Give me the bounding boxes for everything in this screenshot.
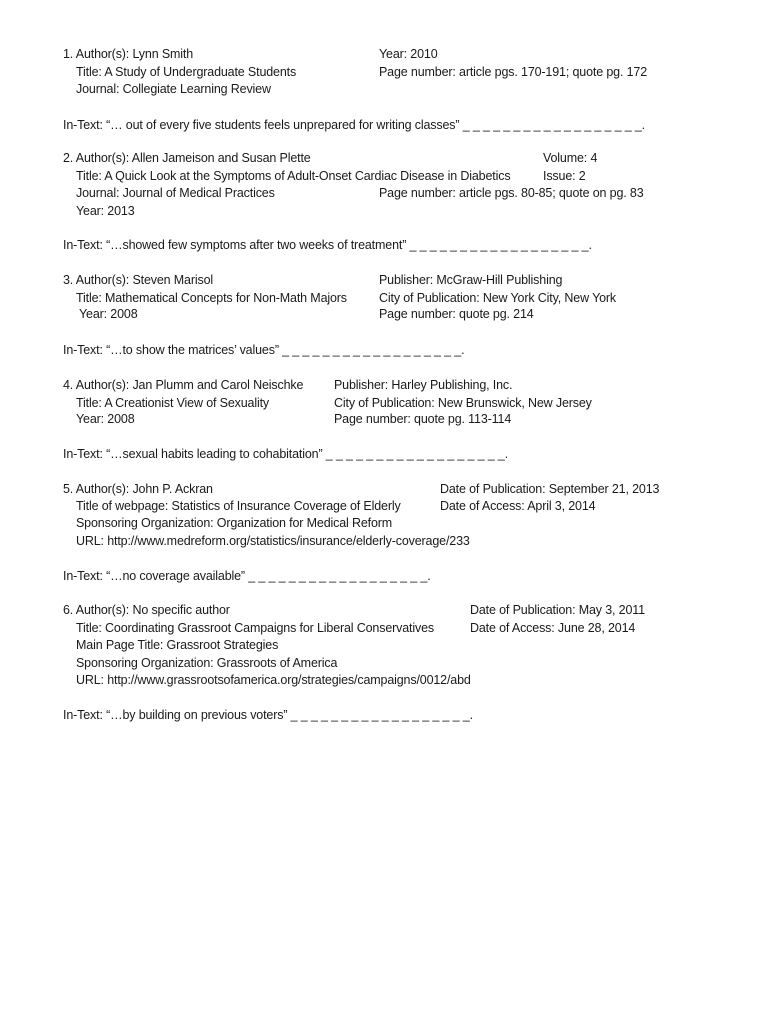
entry-6-sponsoring-organization: Sponsoring Organization: Grassroots of America	[76, 656, 338, 670]
entry-4-title: Title: A Creationist View of Sexuality	[76, 396, 270, 410]
entry-2-volume: Volume: 4	[543, 151, 598, 165]
entry-1-author: 1. Author(s): Lynn Smith	[63, 47, 194, 61]
entry-4-year: Year: 2008	[76, 412, 135, 426]
entry-3-author: 3. Author(s): Steven Marisol	[63, 273, 214, 287]
entry-1-in-text: In-Text: “… out of every five students feels unprepared for writing classes” _ _ _ _ _ _ _ _ _ _ _ _ _ _ _ _ _ _.	[63, 118, 645, 132]
entry-4-in-text: In-Text: “…sexual habits leading to cohabitation” _ _ _ _ _ _ _ _ _ _ _ _ _ _ _ _ _ _.	[63, 447, 509, 461]
entry-3-city: City of Publication: New York City, New York	[379, 291, 617, 305]
entry-6-date-of-publication: Date of Publication: May 3, 2011	[470, 603, 645, 617]
entry-4-page-number: Page number: quote pg. 113-114	[334, 412, 512, 426]
entry-2-title: Title: A Quick Look at the Symptoms of Adult-Onset Cardiac Disease in Diabetics	[76, 169, 511, 183]
entry-2-issue: Issue: 2	[543, 169, 586, 183]
entry-2-author: 2. Author(s): Allen Jameison and Susan Plette	[63, 151, 311, 165]
entry-3-page-number: Page number: quote pg. 214	[379, 307, 534, 321]
entry-6-author: 6. Author(s): No specific author	[63, 603, 230, 617]
entry-4-city: City of Publication: New Brunswick, New Jersey	[334, 396, 592, 410]
entry-6-in-text: In-Text: “…by building on previous voters” _ _ _ _ _ _ _ _ _ _ _ _ _ _ _ _ _ _.	[63, 708, 473, 722]
entry-1-year: Year: 2010	[379, 47, 438, 61]
entry-5-author: 5. Author(s): John P. Ackran	[63, 482, 213, 496]
entry-5-url: URL: http://www.medreform.org/statistics/insurance/elderly-coverage/233	[76, 534, 470, 548]
entry-3-title: Title: Mathematical Concepts for Non-Math Majors	[76, 291, 347, 305]
entry-1-page-number: Page number: article pgs. 170-191; quote pg. 172	[379, 65, 647, 79]
entry-2-journal: Journal: Journal of Medical Practices	[76, 186, 275, 200]
entry-2-page-number: Page number: article pgs. 80-85; quote on pg. 83	[379, 186, 644, 200]
entry-6-date-of-access: Date of Access: June 28, 2014	[470, 621, 636, 635]
entry-5-date-of-publication: Date of Publication: September 21, 2013	[440, 482, 660, 496]
entry-2-in-text: In-Text: “…showed few symptoms after two weeks of treatment” _ _ _ _ _ _ _ _ _ _ _ _ _ _ _ _ _ _.	[63, 238, 592, 252]
entry-3-in-text: In-Text: “…to show the matrices’ values” _ _ _ _ _ _ _ _ _ _ _ _ _ _ _ _ _ _.	[63, 343, 465, 357]
entry-5-in-text: In-Text: “…no coverage available” _ _ _ _ _ _ _ _ _ _ _ _ _ _ _ _ _ _.	[63, 569, 431, 583]
entry-5-webpage-title: Title of webpage: Statistics of Insurance Coverage of Elderly	[76, 499, 401, 513]
entry-1-journal: Journal: Collegiate Learning Review	[76, 82, 271, 96]
entry-6-title: Title: Coordinating Grassroot Campaigns for Liberal Conservatives	[76, 621, 435, 635]
entry-4-author: 4. Author(s): Jan Plumm and Carol Neischke	[63, 378, 304, 392]
entry-6-url: URL: http://www.grassrootsofamerica.org/strategies/campaigns/0012/abd	[76, 673, 471, 687]
entry-4-publisher: Publisher: Harley Publishing, Inc.	[334, 378, 513, 392]
entry-3-publisher: Publisher: McGraw-Hill Publishing	[379, 273, 563, 287]
entry-2-year: Year: 2013	[76, 204, 135, 218]
entry-1-title: Title: A Study of Undergraduate Students	[76, 65, 297, 79]
entry-3-year: Year: 2008	[79, 307, 138, 321]
entry-5-sponsoring-organization: Sponsoring Organization: Organization for Medical Reform	[76, 516, 393, 530]
entry-6-main-page-title: Main Page Title: Grassroot Strategies	[76, 638, 279, 652]
entry-5-date-of-access: Date of Access: April 3, 2014	[440, 499, 596, 513]
